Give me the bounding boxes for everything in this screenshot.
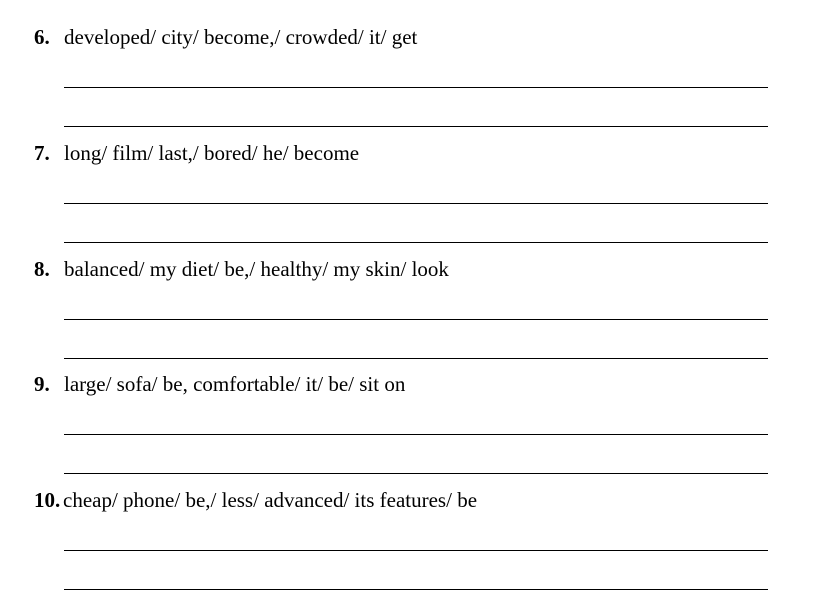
answer-line[interactable] [64,589,768,590]
exercise-item-8 [0,232,814,348]
exercise-prompt: long/ film/ last,/ bored/ he/ become [64,141,360,165]
exercise-prompt: cheap/ phone/ be,/ less/ advanced/ its features/ be [63,488,478,512]
exercise-number: 6. [34,25,50,49]
exercise-number: 8. [34,257,50,281]
exercise-number: 9. [34,372,50,396]
exercise-number: 7. [34,141,50,165]
exercise-prompt: balanced/ my diet/ be,/ healthy/ my skin/ look [64,257,449,281]
answer-line[interactable] [64,319,768,320]
exercise-prompt: developed/ city/ become,/ crowded/ it/ get [64,25,418,49]
answer-line[interactable] [64,434,768,435]
exercise-item-9 [0,347,814,463]
answer-line[interactable] [64,550,768,551]
exercise-item-10 [0,463,814,579]
exercise-item-6 [0,0,814,116]
answer-line[interactable] [64,87,768,88]
exercise-item-7 [0,116,814,232]
exercise-number: 10. [34,488,61,512]
answer-line[interactable] [64,203,768,204]
exercise-prompt: large/ sofa/ be, comfortable/ it/ be/ sit on [64,372,406,396]
